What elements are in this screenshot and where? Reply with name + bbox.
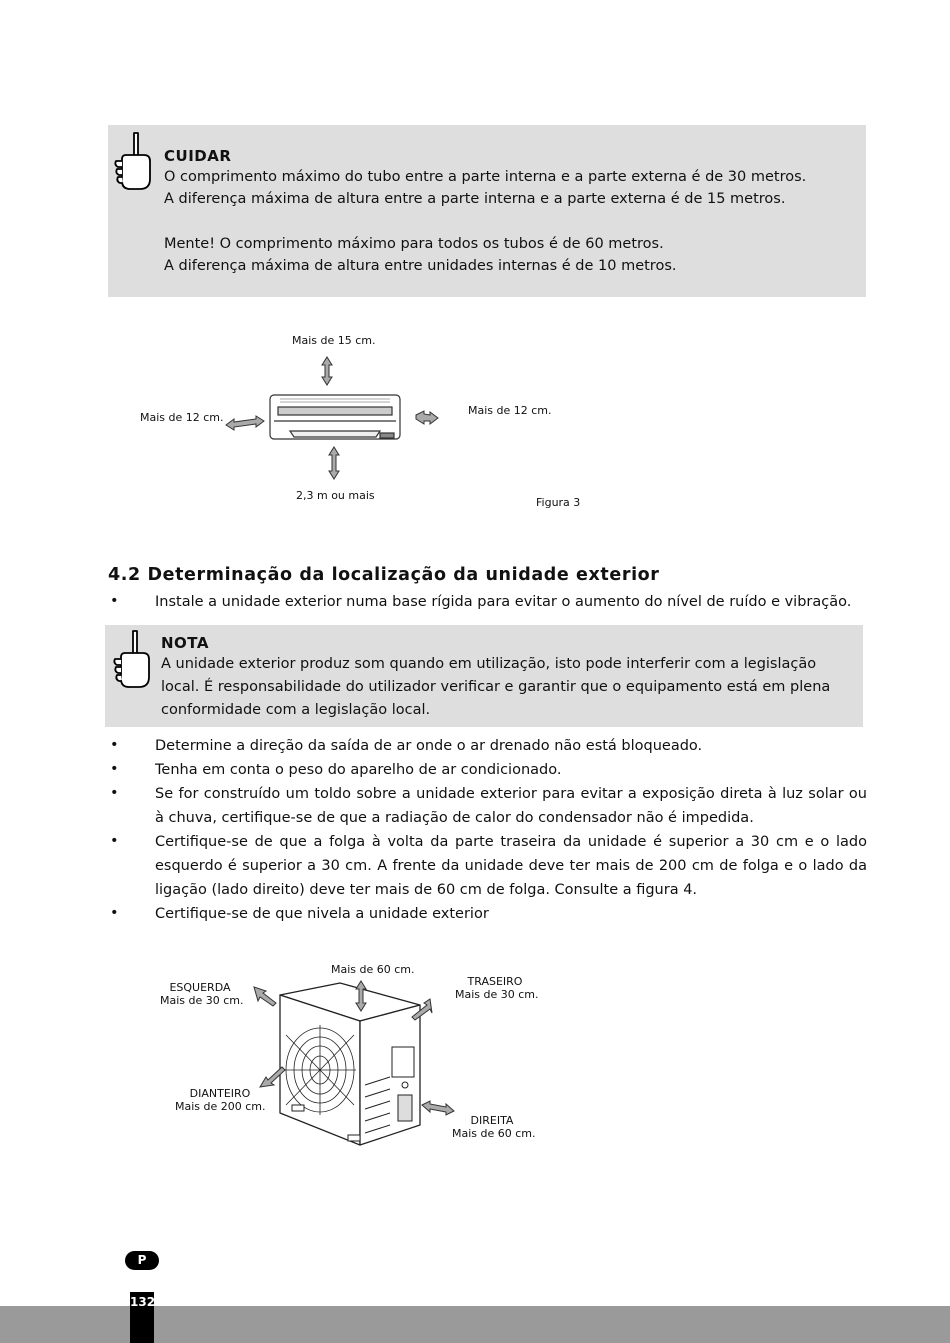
fig4-right-title: DIREITA bbox=[470, 1114, 514, 1127]
bullet-awning: Se for construído um toldo sobre a unidade exterior para evitar a exposição direta à luz solar ou à chuva, certifique-se de que a radiação de calor do condensador não é impedida. bbox=[155, 786, 867, 826]
note-title: NOTA bbox=[161, 634, 209, 652]
fig4-label-top: Mais de 60 cm. bbox=[331, 963, 415, 976]
fig3-label-top: Mais de 15 cm. bbox=[292, 334, 376, 347]
bullet-marker: • bbox=[110, 761, 119, 777]
language-badge: P bbox=[125, 1251, 159, 1270]
bullet-air-outlet: Determine a direção da saída de ar onde o ar drenado não está bloqueado. bbox=[155, 738, 703, 754]
fig4-left-title: ESQUERDA bbox=[169, 981, 231, 994]
fig4-front-value: Mais de 200 cm. bbox=[175, 1100, 266, 1113]
bullet-marker: • bbox=[110, 593, 119, 609]
bullet-weight: Tenha em conta o peso do aparelho de ar condicionado. bbox=[155, 762, 562, 778]
indoor-unit-diagram bbox=[220, 355, 450, 485]
bullet-base-install: Instale a unidade exterior numa base rígida para evitar o aumento do nível de ruído e vibração. bbox=[155, 594, 852, 610]
bullet-level: Certifique-se de que nivela a unidade exterior bbox=[155, 906, 489, 922]
caution-line-2: A diferença máxima de altura entre a parte interna e a parte externa é de 15 metros. bbox=[164, 191, 786, 207]
section-heading: 4.2 Determinação da localização da unidade exterior bbox=[108, 565, 660, 585]
fig4-left-value: Mais de 30 cm. bbox=[160, 994, 244, 1007]
caution-title: CUIDAR bbox=[164, 147, 232, 165]
fig4-front-title: DIANTEIRO bbox=[189, 1087, 251, 1100]
page-number: 132 bbox=[130, 1295, 156, 1309]
fig4-label-left bbox=[160, 981, 244, 1007]
note-line-3: conformidade com a legislação local. bbox=[161, 702, 431, 718]
fig4-rear-title: TRASEIRO bbox=[467, 975, 523, 988]
pointing-hand-icon bbox=[113, 629, 153, 691]
note-line-1: A unidade exterior produz som quando em utilização, isto pode interferir com a legislação bbox=[161, 656, 817, 672]
fig3-caption: Figura 3 bbox=[536, 496, 581, 509]
fig4-right-value: Mais de 60 cm. bbox=[452, 1127, 536, 1140]
bullet-clearance: Certifique-se de que a folga à volta da parte traseira da unidade é superior a 30 cm e o lado esquerdo é superior a 30 cm. A frente da unidade deve ter mais de 200 cm de folga e o lado da ligação (lado direito) deve ter mais de 60 cm de folga. Consulte a figura 4. bbox=[155, 834, 867, 898]
caution-line-3: Mente! O comprimento máximo para todos os tubos é de 60 metros. bbox=[164, 236, 664, 252]
caution-line-1: O comprimento máximo do tubo entre a parte interna e a parte externa é de 30 metros. bbox=[164, 169, 807, 185]
bullet-marker: • bbox=[110, 785, 119, 801]
bullet-marker: • bbox=[110, 905, 119, 921]
note-line-2: local. É responsabilidade do utilizador verificar e garantir que o equipamento está em plena bbox=[161, 679, 831, 695]
fig3-label-left: Mais de 12 cm. bbox=[140, 411, 224, 424]
note-box bbox=[105, 625, 863, 727]
fig4-label-front bbox=[175, 1087, 265, 1113]
fig4-rear-value: Mais de 30 cm. bbox=[455, 988, 539, 1001]
caution-line-4: A diferença máxima de altura entre unidades internas é de 10 metros. bbox=[164, 258, 677, 274]
fig3-label-right: Mais de 12 cm. bbox=[468, 404, 552, 417]
fig4-label-right bbox=[452, 1114, 536, 1140]
outdoor-unit-diagram bbox=[240, 975, 470, 1155]
bullet-marker: • bbox=[110, 737, 119, 753]
caution-box bbox=[108, 125, 866, 297]
pointing-hand-icon bbox=[114, 131, 154, 193]
fig4-label-rear bbox=[455, 975, 539, 1001]
bullet-marker: • bbox=[110, 833, 119, 849]
fig3-label-bottom: 2,3 m ou mais bbox=[296, 489, 375, 502]
